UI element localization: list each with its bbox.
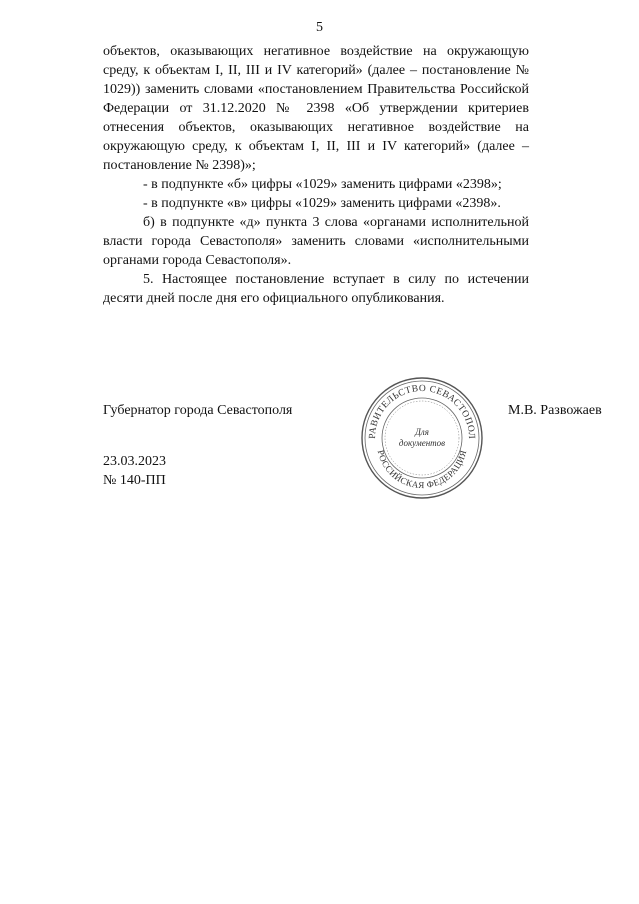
paragraph: объектов, оказывающих негативное воздействие на окружающую среду, к объектам I, II, III и IV категорий» (далее – постановление № 1029)) заменить словами «постановлением Правительства Российской Федерации от 31.12.2020 № 2398 «Об утверждении критериев отнесения объектов, оказывающих негативное воздействие на окружающую среду, к объектам I, II, III и IV категорий» (далее – постановление № 2398)»;: [103, 44, 529, 173]
seal-center-line2: документов: [398, 438, 446, 448]
document-date: 23.03.2023: [103, 454, 166, 469]
page-number: 5: [316, 20, 323, 35]
seal-center-line1: Для: [415, 427, 429, 437]
document-meta: [103, 452, 166, 490]
paragraph: 5. Настоящее постановление вступает в силу по истечении десяти дней после дня его официального опубликования.: [103, 272, 529, 306]
official-seal: [357, 373, 487, 503]
seal-outer-text: РАВИТЕЛЬСТВО СЕВАСТОПОЛ: [367, 383, 477, 440]
signatory-position: Губернатор города Севастополя: [103, 403, 293, 418]
seal-bottom-text: РОССИЙСКАЯ ФЕДЕРАЦИЯ: [375, 448, 469, 491]
paragraph: - в подпункте «в» цифры «1029» заменить цифрами «2398».: [143, 196, 501, 211]
document-number: № 140-ПП: [103, 473, 166, 488]
paragraph: б) в подпункте «д» пункта 3 слова «органами исполнительной власти города Севастополя» заменить словами «исполнительными органами города Севастополя».: [103, 215, 529, 268]
seal-graphic: [357, 373, 487, 503]
paragraph: - в подпункте «б» цифры «1029» заменить цифрами «2398»;: [143, 177, 502, 192]
signatory-name: М.В. Развожаев: [508, 403, 602, 418]
document-body: [103, 42, 529, 308]
